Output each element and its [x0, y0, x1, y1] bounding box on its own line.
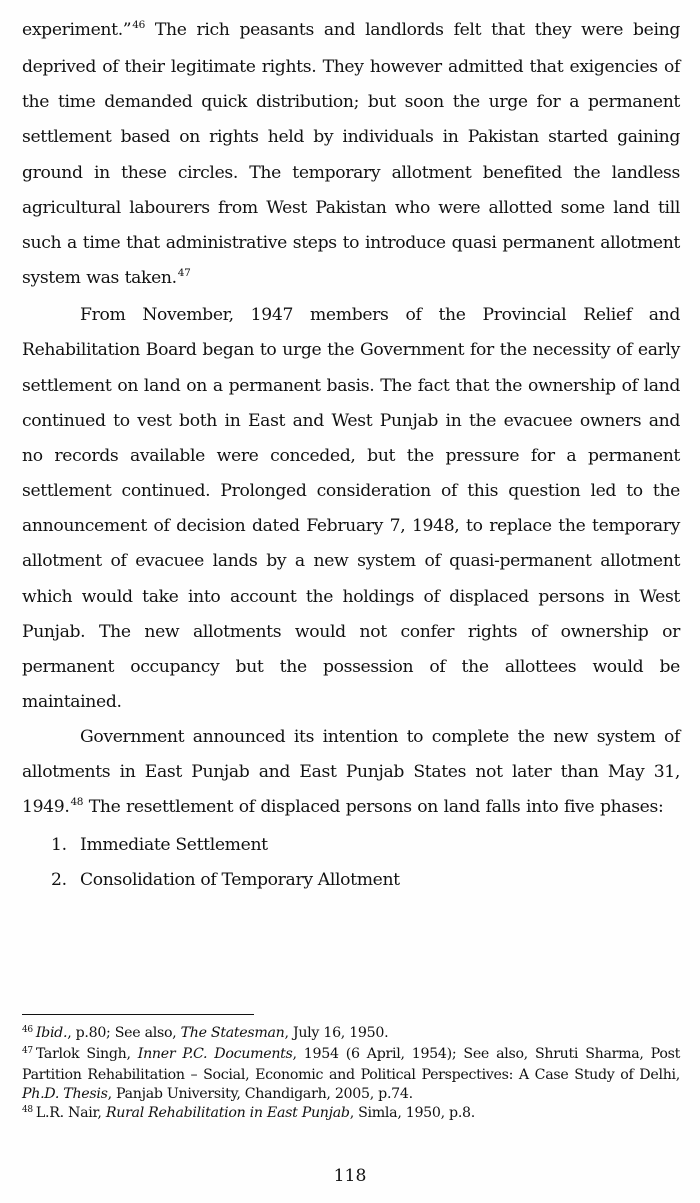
citation-title: Rural Rehabilitation in East Punjab	[105, 1105, 350, 1121]
paragraph-text: From November, 1947 members of the Provincial Relief and Rehabilitation Board began to urge the Government for the necessity of early settlement on land on a permanent basis. The fact that the ownership of land continued to vest both in East and West Punjab in the evacuee owners and no records available were conceded, but the pressure for a permanent settlement continued. Prolonged consideration of this question led to the announcement of decision dated February 7, 1948, to replace the temporary allotment of evacuee lands by a new system of quasi-permanent allotment which would take into account the holdings of displaced persons in West Punjab. The new allotments would not confer rights of ownership or permanent occupancy but the possession of the allottees would be maintained.	[22, 305, 680, 712]
body-paragraphs	[22, 13, 680, 828]
footnote-text: , July 16, 1950.	[284, 1025, 389, 1041]
footnote-48	[22, 1104, 680, 1125]
footnote-number: 48	[22, 1105, 33, 1115]
footnote-number: 47	[22, 1046, 33, 1056]
paragraph-text: The rich peasants and landlords felt that they were being deprived of their legitimate rights. They however admitted that exigencies of the time demanded quick distribution; but soon the urge for a permanent settlement based on rights held by individuals in Pakistan started gaining ground in these circles. The temporary allotment benefited the landless agricultural labourers from West Pakistan who were allotted some land till such a time that administrative steps to introduce quasi permanent allotment system was taken.	[22, 20, 680, 289]
page-number: 118	[333, 1166, 367, 1186]
footnote-47	[22, 1045, 680, 1104]
footnote-number: 46	[22, 1025, 33, 1035]
paragraph-text: The resettlement of displaced persons on land falls into five phases:	[83, 797, 664, 818]
phase-item	[22, 828, 680, 863]
footnote-ref[interactable]: 48	[70, 796, 84, 809]
phase-label: Consolidation of Temporary Allotment	[80, 869, 400, 890]
paragraph	[22, 13, 680, 298]
footnote-separator	[22, 1014, 254, 1015]
phase-number: 2.	[51, 869, 67, 890]
footnote-ref[interactable]: 46	[132, 19, 145, 31]
paragraph-text: Government announced its intention to complete the new system of allotments in East Punjab and East Punjab States not later than May 31, 1949.	[22, 727, 680, 818]
paragraph	[22, 298, 680, 720]
citation-title: Inner P.C. Documents	[137, 1046, 293, 1062]
phase-number: 1.	[51, 834, 67, 855]
citation-title: Ph.D. Thesis	[22, 1086, 108, 1102]
page-body	[22, 13, 680, 898]
footnote-text: , Panjab University, Chandigarh, 2005, p.74.	[107, 1086, 413, 1102]
footnote-46	[22, 1024, 680, 1045]
footnote-text: , 1954 (6 April, 1954); See also, Shruti Sharma, Post Partition Rehabilitation – Social, Economic and Political Perspectives: A Case Study of Delhi,	[22, 1046, 680, 1083]
paragraph-text: experiment.”	[22, 20, 132, 40]
phases-list	[22, 828, 680, 898]
footnotes	[22, 1024, 680, 1125]
footnote-text: Tarlok Singh,	[35, 1046, 138, 1062]
phase-item	[22, 863, 680, 898]
citation-title: The Statesman	[180, 1025, 285, 1041]
phase-label: Immediate Settlement	[80, 834, 268, 855]
citation-title: Ibid.	[35, 1025, 68, 1041]
footnote-text: , Simla, 1950, p.8.	[349, 1105, 475, 1121]
footnote-text: L.R. Nair,	[35, 1105, 106, 1121]
footnote-text: , p.80; See also,	[67, 1025, 181, 1041]
footnote-ref[interactable]: 47	[177, 267, 191, 280]
paragraph	[22, 720, 680, 827]
